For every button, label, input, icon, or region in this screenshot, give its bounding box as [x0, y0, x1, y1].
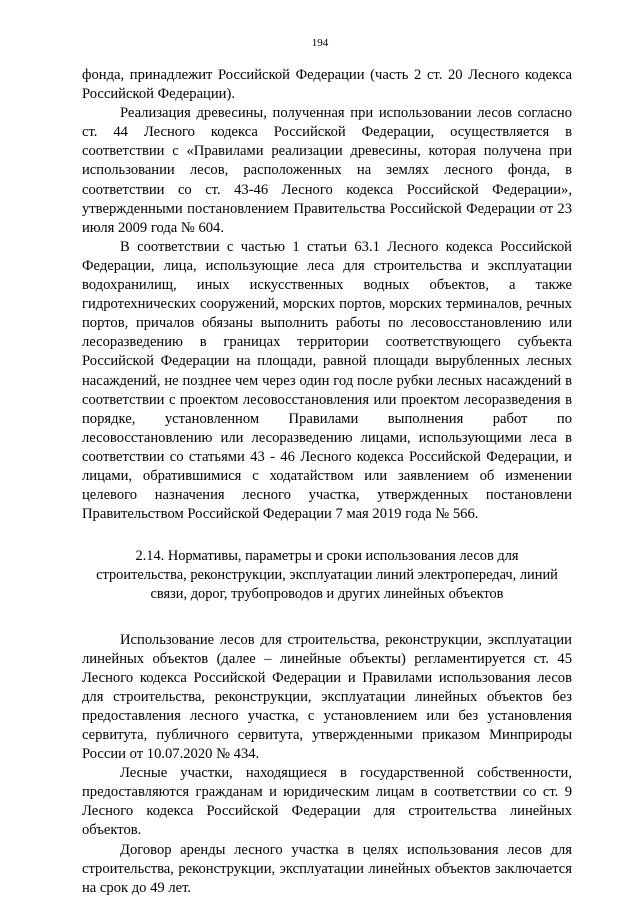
page-number: 194	[311, 37, 329, 49]
paragraph-wood-sales: Реализация древесины, полученная при использовании лесов согласно ст. 44 Лесного кодекса Российской Федерации, осуществляется в соответствии с «Правилами реализации древесины, которая получена при использовании лесов, расположенных на землях лесного фонда, в соответствии со ст. 43-46 Лесного кодекса Российской Федерации», утвержденными постановлением Правительства Российской Федерации от 23 июля 2009 года № 604.	[82, 105, 572, 236]
paragraph-state-land: Лесные участки, находящиеся в государственной собственности, предоставляются гражданам и юридическим лицам в соответствии со ст. 9 Лесного кодекса Российской Федерации для строительства линейных объектов.	[82, 765, 572, 839]
page-content	[82, 66, 572, 898]
paragraph-lease-term: Договор аренды лесного участка в целях использования лесов для строительства, реконструкции, эксплуатации линейных объектов заключается на срок до 49 лет.	[82, 841, 572, 896]
paragraph-linear-objects: Использование лесов для строительства, реконструкции, эксплуатации линейных объектов (далее – линейные объекты) регламентируется ст. 45 Лесного кодекса Российской Федерации и Правилами использования лесов для строительства, реконструкции, эксплуатации линейных объектов без предоставления лесного участка, с установлением или без установления сервитута, публичного сервитута, утвержденными приказом Минприроды России от 10.07.2020 № 434.	[82, 631, 572, 763]
paragraph-reforestation: В соответствии с частью 1 статьи 63.1 Лесного кодекса Российской Федерации, лица, использующие леса для строительства и эксплуатации водохранилищ, иных искусственных водных объектов, а также гидротехнических сооружений, морских портов, морских терминалов, речных портов, причалов обязаны выполнить работы по лесовосстановлению или лесоразведению в границах территории соответствующего субъекта Российской Федерации на площади, равной площади вырубленных лесных насаждений, не позднее чем через один год после рубки лесных насаждений в соответствии с проектом лесовосстановления или проектом лесоразведения в порядке, установленном Правилами выполнения работ по лесовосстановлению или лесоразведению лицами, использующими леса в соответствии со статьями 43 - 46 Лесного кодекса Российской Федерации, и лицами, обратившимися с ходатайством или заявлением об изменении целевого назначения лесного участка, утвержденных постановлени Правительством Российской Федерации 7 мая 2019 года № 566.	[82, 238, 572, 523]
section-heading: 2.14. Нормативы, параметры и сроки использования лесов для строительства, реконструкции, эксплуатации линий электропередач, линий связи, дорог, трубопроводов и других линейных объектов	[96, 548, 558, 603]
paragraph-continuation: фонда, принадлежит Российской Федерации (часть 2 ст. 20 Лесного кодекса Российской Федерации).	[82, 67, 572, 103]
